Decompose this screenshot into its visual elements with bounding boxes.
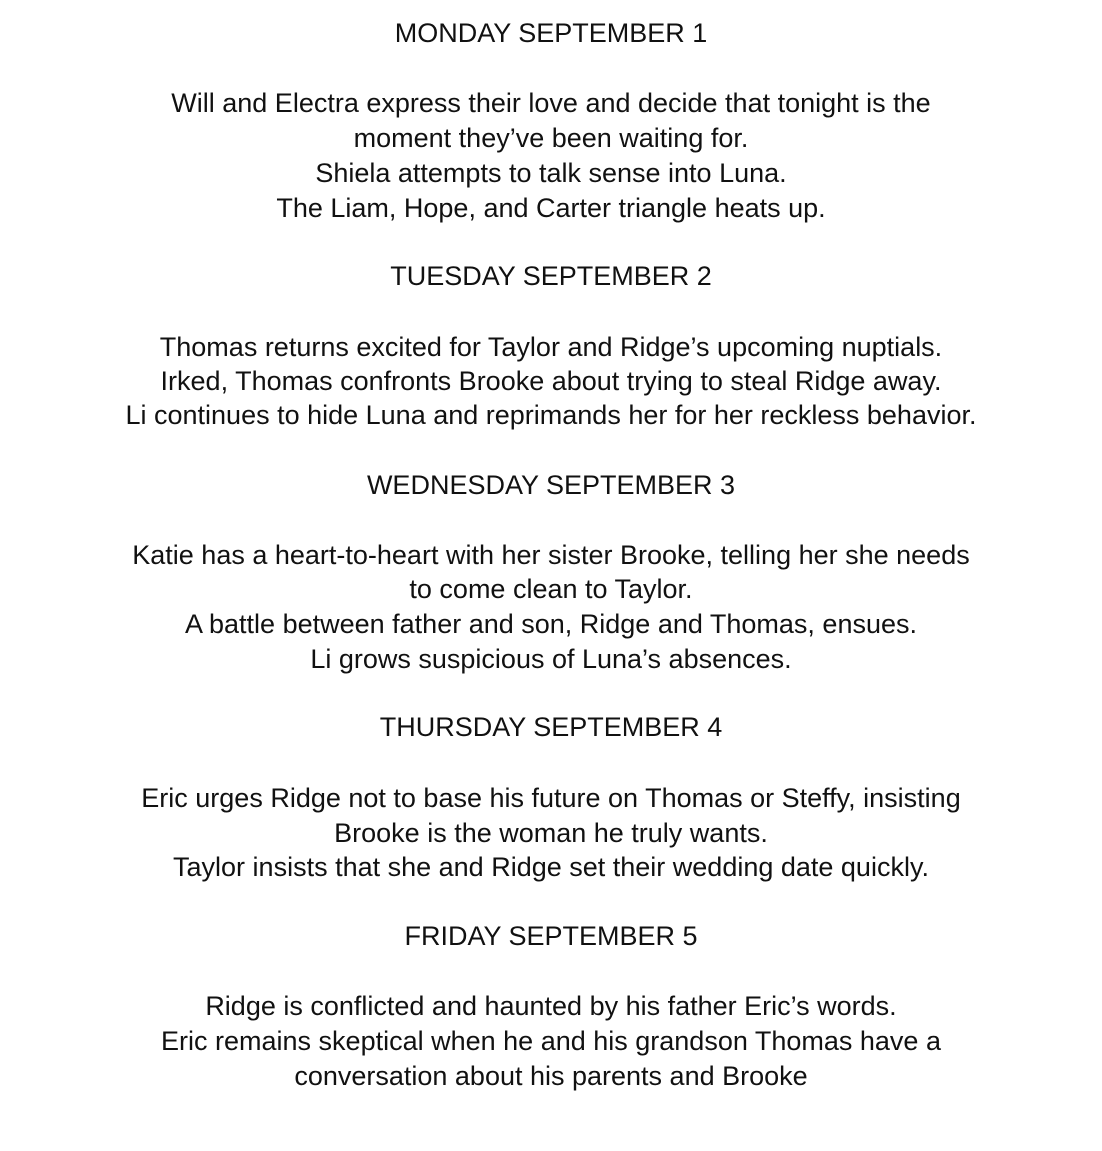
thursday-line-2: Brooke is the woman he truly wants. [334, 818, 768, 848]
wednesday-line-1: Katie has a heart-to-heart with her sister Brooke, telling her she needs [132, 540, 970, 570]
wednesday-line-4: Li grows suspicious of Luna’s absences. [310, 644, 792, 674]
tuesday-line-2: Irked, Thomas confronts Brooke about trying to steal Ridge away. [160, 366, 942, 396]
monday-line-1: Will and Electra express their love and decide that tonight is the [171, 88, 931, 118]
tuesday-line-1: Thomas returns excited for Taylor and Ridge’s upcoming nuptials. [159, 332, 943, 362]
thursday-line-1: Eric urges Ridge not to base his future on Thomas or Steffy, insisting [141, 783, 961, 813]
wednesday-line-2: to come clean to Taylor. [409, 574, 693, 604]
day-heading-tuesday: TUESDAY SEPTEMBER 2 [390, 261, 712, 291]
monday-line-2: moment they’ve been waiting for. [353, 123, 749, 153]
thursday-line-3: Taylor insists that she and Ridge set their wedding date quickly. [173, 852, 929, 882]
day-heading-thursday: THURSDAY SEPTEMBER 4 [379, 712, 723, 742]
friday-line-1: Ridge is conflicted and haunted by his father Eric’s words. [205, 991, 897, 1021]
friday-line-3: conversation about his parents and Brooke [294, 1061, 808, 1091]
monday-line-4: The Liam, Hope, and Carter triangle heats up. [276, 193, 826, 223]
day-heading-wednesday: WEDNESDAY SEPTEMBER 3 [366, 470, 736, 500]
day-heading-friday: FRIDAY SEPTEMBER 5 [404, 921, 698, 951]
wednesday-line-3: A battle between father and son, Ridge and Thomas, ensues. [185, 609, 917, 639]
friday-line-2: Eric remains skeptical when he and his grandson Thomas have a [161, 1026, 941, 1056]
monday-line-3: Shiela attempts to talk sense into Luna. [315, 158, 787, 188]
day-heading-monday: MONDAY SEPTEMBER 1 [394, 18, 708, 48]
tuesday-line-3: Li continues to hide Luna and reprimands her for her reckless behavior. [125, 400, 977, 430]
